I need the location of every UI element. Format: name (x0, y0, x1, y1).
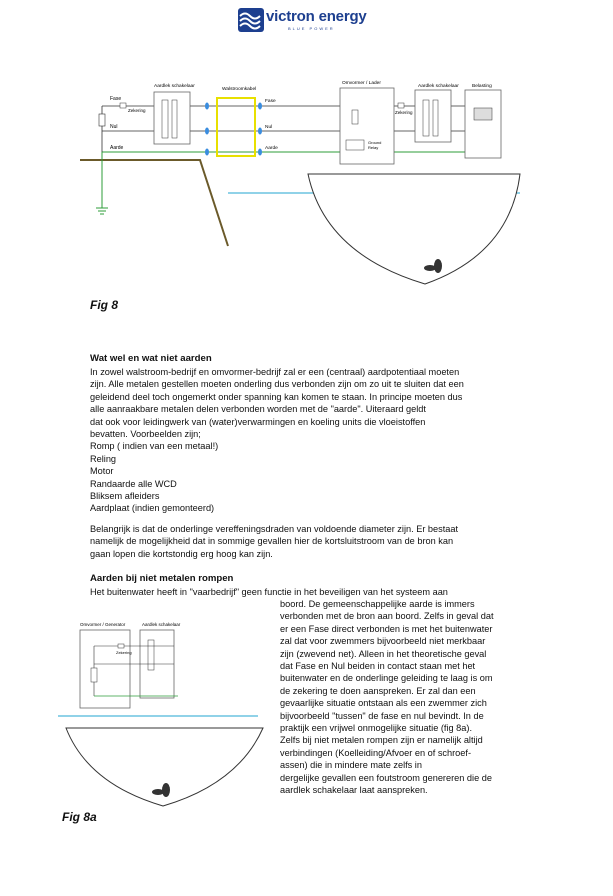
section-3-title: Aarden bij niet metalen rompen (90, 573, 234, 584)
svg-text:Aarde: Aarde (265, 146, 278, 151)
svg-text:Fase: Fase (110, 96, 122, 102)
section-3-line: praktijk een vrijwel onmogelijke situatie (fig 8a). (280, 723, 472, 734)
section-3-line: verbindingen (Koelleiding/Afvoer en of schroef- (280, 747, 472, 758)
victron-wave-icon (238, 8, 264, 32)
list-item: Reling (90, 453, 117, 464)
section-3-line: dergelijke gevallen een foutstroom genereren die de (280, 772, 492, 783)
svg-text:Ground: Ground (368, 140, 382, 145)
section-2-line: Belangrijk is dat de onderlinge vereffeningsdraden van voldoende diameter zijn. Er bestaat (90, 524, 459, 534)
list-item: Romp ( indien van een metaal!) (90, 441, 219, 452)
figure-8a-diagram (58, 616, 273, 816)
list-item: Bliksem afleiders (90, 491, 160, 502)
section-2-line: namelijk de mogelijkheid dat in sommige gevallen hier de kortsluitstroom van de bron kan (90, 536, 454, 547)
svg-text:Zekering: Zekering (116, 650, 132, 655)
svg-text:Nul: Nul (110, 124, 118, 130)
victron-logo (238, 6, 378, 36)
section-3-line: buitenwater en de onderlinge geleiding te laag is om (280, 673, 493, 684)
section-3-line: bijvoorbeeld "tussen" de fase en nul bevindt. In de (280, 710, 484, 721)
hull-outline (308, 174, 520, 284)
svg-text:Aardlek schakelaar: Aardlek schakelaar (154, 84, 195, 89)
section-1-line: geleidend deel toch ongemerkt onder spanning kan komen te staan. In principe moeten dus (90, 391, 463, 402)
section-2-line: gaan lopen die kortstondig erg hoog kan zijn. (90, 548, 273, 559)
section-2-body (90, 523, 530, 560)
list-item: Randaarde alle WCD (90, 478, 177, 489)
svg-text:Zekering: Zekering (128, 108, 146, 113)
section-3-line: er een Fase direct verbonden is met het buitenwater (280, 623, 493, 634)
section-3-first-line: Het buitenwater heeft in "vaarbedrijf" geen functie in het beveiligen van het systeem aan (90, 587, 448, 597)
section-3-line: aardlek schakelaar laat aanspreken. (280, 785, 428, 796)
brand-tagline: BLUE POWER (288, 26, 335, 31)
section-1-line: bevatten. Voorbeelden zijn; (90, 429, 201, 440)
svg-text:Nul: Nul (265, 125, 273, 130)
section-3-line: verbonden met de bron aan boord. Zelfs in geval dat (280, 611, 494, 622)
section-3-line: assen) die in mindere mate zelfs in (280, 760, 422, 771)
ground-symbol-icon (96, 208, 108, 214)
section-1-line: zijn. Alle metalen gestellen moeten onderling dus verbonden zijn om zo uit te sluiten dat een (90, 379, 464, 390)
section-3-line: de zekering te doen aanspreken. Er zal dan een (280, 685, 476, 696)
shore-cable-box (217, 98, 255, 156)
section-3-line: zijn (zwevend net). Alleen in het theoretische geval (280, 648, 487, 659)
svg-text:Omvormer / Generator: Omvormer / Generator (80, 622, 126, 627)
svg-text:Walstroomkabel: Walstroomkabel (222, 87, 257, 92)
ground-relay (346, 140, 364, 150)
svg-text:Relay: Relay (368, 145, 379, 150)
svg-text:Aarde: Aarde (110, 145, 124, 151)
list-item: Aardplaat (indien gemonteerd) (90, 503, 215, 514)
list-item: Motor (90, 466, 114, 477)
section-1-line: alle aanraakbare metalen delen verbonden worden met de "aarde". Uiteraard geldt (90, 404, 426, 415)
svg-text:Zekering: Zekering (395, 110, 413, 115)
svg-text:Aardlek schakelaar: Aardlek schakelaar (418, 84, 459, 89)
svg-text:Fase: Fase (265, 99, 276, 104)
inverter-box (340, 88, 394, 164)
brand-name: victron energy (266, 8, 367, 25)
section-3-line: gevaarlijke situatie ontstaan als een zwemmer zich (280, 698, 487, 709)
svg-text:Belasting: Belasting (472, 84, 492, 89)
svg-text:Omvormer / Lader: Omvormer / Lader (342, 81, 381, 86)
section-1-title: Wat wel en wat niet aarden (90, 353, 212, 364)
section-1-line: In zowel walstroom-bedrijf en omvormer-bedrijf zal er een (centraal) aardpotentiaal moeten (90, 367, 460, 377)
svg-text:Aardlek schakelaar: Aardlek schakelaar (142, 622, 181, 627)
section-3-line: zal dat voor zwemmers bijvoorbeeld niet merkbaar (280, 636, 486, 647)
figure-8a-caption: Fig 8a (62, 810, 97, 824)
section-1-line: dat ook voor leidingwerk van (water)verwarmingen en koeling units die vloeistoffen (90, 416, 426, 427)
figure-8-diagram (80, 78, 530, 290)
load-box (465, 90, 501, 158)
shore-fuse (99, 114, 105, 126)
figure-8-caption: Fig 8 (90, 298, 119, 312)
section-1-body (90, 366, 530, 515)
section-3-line: Zelfs bij niet metalen rompen zijn er namelijk altijd (280, 735, 483, 746)
section-3-line: boord. De gemeenschappelijke aarde is immers (280, 599, 475, 609)
section-3-line: dat Fase en Nul beiden in contact staan met het (280, 661, 476, 672)
section-3-body (280, 598, 540, 797)
